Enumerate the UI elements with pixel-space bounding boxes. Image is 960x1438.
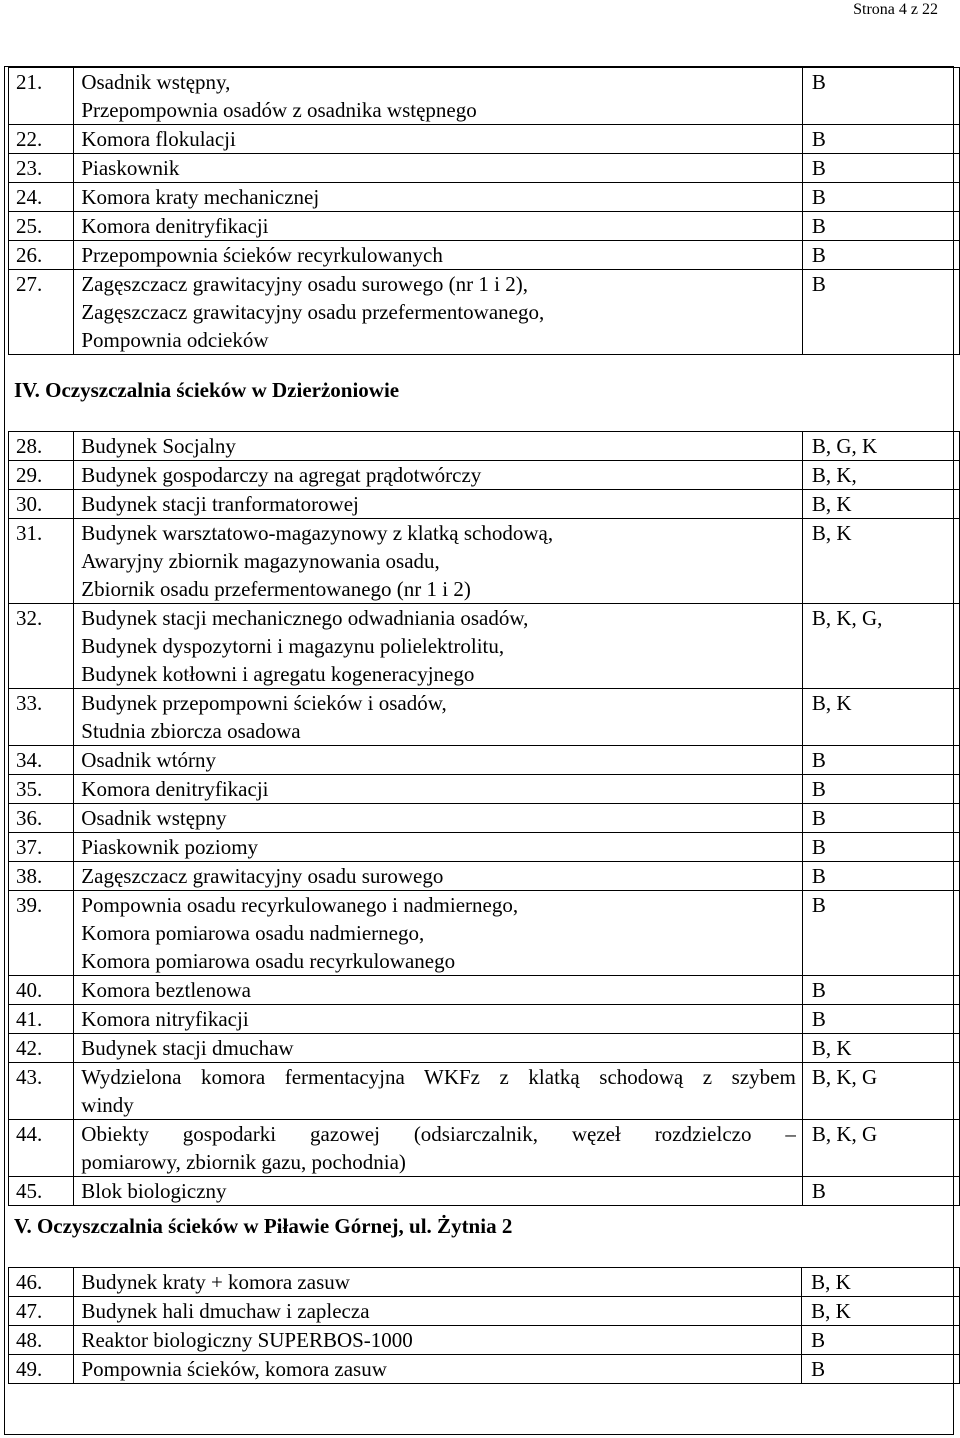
category-code: B xyxy=(802,125,959,154)
description-line: Studnia zbiorcza osadowa xyxy=(81,719,301,743)
row-number: 29. xyxy=(9,461,74,490)
table-row xyxy=(9,1355,960,1384)
table-row xyxy=(9,833,960,862)
category-code: B, K, G xyxy=(802,1120,959,1177)
category-code: B xyxy=(802,270,959,355)
object-description xyxy=(74,432,803,461)
category-code: B, K xyxy=(802,1034,959,1063)
description-line: Osadnik wstępny xyxy=(81,806,227,830)
description-line: Budynek kotłowni i agregatu kogeneracyjnego xyxy=(81,662,475,686)
objects-table-3 xyxy=(8,1267,960,1384)
row-number: 35. xyxy=(9,775,74,804)
category-code: B xyxy=(802,1326,960,1355)
category-code: B xyxy=(802,1355,960,1384)
description-line: Zbiornik osadu przefermentowanego (nr 1 i 2) xyxy=(81,577,471,601)
row-number: 48. xyxy=(9,1326,74,1355)
description-line: Komora denitryfikacji xyxy=(81,214,269,238)
table-row xyxy=(9,804,960,833)
category-code: B, K xyxy=(802,1297,960,1326)
description-line: Piaskownik xyxy=(81,156,180,180)
table-row xyxy=(9,432,960,461)
table-row xyxy=(9,270,960,355)
category-code: B xyxy=(802,1177,959,1206)
description-line: Komora denitryfikacji xyxy=(81,777,269,801)
description-line: Przepompownia osadów z osadnika wstępnego xyxy=(81,98,477,122)
object-description xyxy=(74,1177,803,1206)
table-row xyxy=(9,519,960,604)
description-line: Pompownia odcieków xyxy=(81,328,269,352)
row-number: 45. xyxy=(9,1177,74,1206)
object-description xyxy=(74,461,803,490)
row-number: 49. xyxy=(9,1355,74,1384)
table-row xyxy=(9,212,960,241)
table-row xyxy=(9,1268,960,1297)
table-row xyxy=(9,183,960,212)
category-code: B xyxy=(802,746,959,775)
table-row xyxy=(9,1177,960,1206)
description-line: Budynek stacji mechanicznego odwadniania osadów, xyxy=(81,606,529,630)
table-row xyxy=(9,775,960,804)
description-line: Budynek przepompowni ścieków i osadów, xyxy=(81,691,447,715)
row-number: 41. xyxy=(9,1005,74,1034)
object-description xyxy=(74,519,803,604)
description-line: Budynek hali dmuchaw i zaplecza xyxy=(81,1299,370,1323)
row-number: 33. xyxy=(9,689,74,746)
row-number: 43. xyxy=(9,1063,74,1120)
row-number: 39. xyxy=(9,891,74,976)
object-description xyxy=(74,604,803,689)
category-code: B xyxy=(802,891,959,976)
description-line: Komora pomiarowa osadu nadmiernego, xyxy=(81,921,425,945)
object-description xyxy=(74,804,803,833)
description-line: Komora kraty mechanicznej xyxy=(81,185,320,209)
objects-table-2 xyxy=(8,431,960,1206)
description-line: Budynek gospodarczy na agregat prądotwórczy xyxy=(81,463,482,487)
category-code: B xyxy=(802,976,959,1005)
row-number: 24. xyxy=(9,183,74,212)
object-description xyxy=(74,1297,802,1326)
category-code: B xyxy=(802,775,959,804)
category-code: B xyxy=(802,804,959,833)
description-line: Blok biologiczny xyxy=(81,1179,227,1203)
description-line: Budynek kraty + komora zasuw xyxy=(81,1270,350,1294)
category-code: B xyxy=(802,241,959,270)
description-line: Awaryjny zbiornik magazynowania osadu, xyxy=(81,549,440,573)
object-description xyxy=(74,183,803,212)
category-code: B xyxy=(802,1005,959,1034)
row-number: 36. xyxy=(9,804,74,833)
table-row xyxy=(9,862,960,891)
description-line: Przepompownia ścieków recyrkulowanych xyxy=(81,243,443,267)
row-number: 26. xyxy=(9,241,74,270)
object-description xyxy=(74,689,803,746)
table-row xyxy=(9,490,960,519)
description-line: pomiarowy, zbiornik gazu, pochodnia) xyxy=(81,1150,406,1174)
row-number: 42. xyxy=(9,1034,74,1063)
objects-table-1 xyxy=(8,67,960,355)
category-code: B xyxy=(802,154,959,183)
table-row xyxy=(9,746,960,775)
object-description xyxy=(74,1034,803,1063)
description-line: Budynek stacji tranformatorowej xyxy=(81,492,359,516)
description-line: Wydzielona komora fermentacyjna WKFz z klatką schodową z szybem xyxy=(81,1065,796,1089)
category-code: B, K xyxy=(802,490,959,519)
object-description xyxy=(74,746,803,775)
object-description xyxy=(74,862,803,891)
row-number: 44. xyxy=(9,1120,74,1177)
object-description xyxy=(74,833,803,862)
object-description xyxy=(74,1063,803,1120)
description-line: Zagęszczacz grawitacyjny osadu surowego (nr 1 i 2), xyxy=(81,272,528,296)
description-line: Piaskownik poziomy xyxy=(81,835,259,859)
object-description xyxy=(74,1120,803,1177)
table-row xyxy=(9,154,960,183)
table-row xyxy=(9,976,960,1005)
object-description xyxy=(74,212,803,241)
row-number: 47. xyxy=(9,1297,74,1326)
description-line: windy xyxy=(81,1093,134,1117)
table-row xyxy=(9,1326,960,1355)
row-number: 27. xyxy=(9,270,74,355)
description-line: Osadnik wstępny, xyxy=(81,70,231,94)
page-number: Strona 4 z 22 xyxy=(853,1,938,18)
table-row xyxy=(9,1120,960,1177)
category-code: B xyxy=(802,68,959,125)
table-row xyxy=(9,461,960,490)
table-row xyxy=(9,689,960,746)
category-code: B xyxy=(802,212,959,241)
object-description xyxy=(74,1326,802,1355)
description-line: Budynek Socjalny xyxy=(81,434,236,458)
object-description xyxy=(74,125,803,154)
object-description xyxy=(74,891,803,976)
row-number: 31. xyxy=(9,519,74,604)
table-row xyxy=(9,1063,960,1120)
row-number: 32. xyxy=(9,604,74,689)
object-description xyxy=(74,775,803,804)
section-heading-v: V. Oczyszczalnia ścieków w Piławie Górnej, ul. Żytnia 2 xyxy=(14,1214,513,1238)
row-number: 38. xyxy=(9,862,74,891)
description-line: Pompownia ścieków, komora zasuw xyxy=(81,1357,387,1381)
row-number: 37. xyxy=(9,833,74,862)
table-row xyxy=(9,125,960,154)
object-description xyxy=(74,270,803,355)
table-row xyxy=(9,68,960,125)
table-row xyxy=(9,1034,960,1063)
category-code: B, K, G, xyxy=(802,604,959,689)
object-description xyxy=(74,1005,803,1034)
row-number: 46. xyxy=(9,1268,74,1297)
description-line: Budynek dyspozytorni i magazynu polielektrolitu, xyxy=(81,634,505,658)
table-row xyxy=(9,241,960,270)
description-line: Zagęszczacz grawitacyjny osadu surowego xyxy=(81,864,444,888)
description-line: Pompownia osadu recyrkulowanego i nadmiernego, xyxy=(81,893,519,917)
row-number: 23. xyxy=(9,154,74,183)
description-line: Komora flokulacji xyxy=(81,127,236,151)
table-row xyxy=(9,604,960,689)
row-number: 22. xyxy=(9,125,74,154)
row-number: 28. xyxy=(9,432,74,461)
section-heading-iv: IV. Oczyszczalnia ścieków w Dzierżoniowie xyxy=(14,378,400,402)
category-code: B, K xyxy=(802,689,959,746)
object-description xyxy=(74,1355,802,1384)
object-description xyxy=(74,490,803,519)
row-number: 25. xyxy=(9,212,74,241)
row-number: 30. xyxy=(9,490,74,519)
description-line: Budynek warsztatowo-magazynowy z klatką schodową, xyxy=(81,521,554,545)
category-code: B, K xyxy=(802,1268,960,1297)
table-row xyxy=(9,891,960,976)
description-line: Budynek stacji dmuchaw xyxy=(81,1036,294,1060)
category-code: B, K, xyxy=(802,461,959,490)
object-description xyxy=(74,976,803,1005)
category-code: B xyxy=(802,862,959,891)
object-description xyxy=(74,154,803,183)
category-code: B, G, K xyxy=(802,432,959,461)
description-line: Osadnik wtórny xyxy=(81,748,217,772)
category-code: B, K xyxy=(802,519,959,604)
category-code: B, K, G xyxy=(802,1063,959,1120)
row-number: 40. xyxy=(9,976,74,1005)
object-description xyxy=(74,241,803,270)
row-number: 21. xyxy=(9,68,74,125)
object-description xyxy=(74,68,803,125)
description-line: Komora nitryfikacji xyxy=(81,1007,249,1031)
table-row xyxy=(9,1005,960,1034)
description-line: Komora pomiarowa osadu recyrkulowanego xyxy=(81,949,456,973)
table-row xyxy=(9,1297,960,1326)
description-line: Reaktor biologiczny SUPERBOS-1000 xyxy=(81,1328,413,1352)
category-code: B xyxy=(802,183,959,212)
description-line: Zagęszczacz grawitacyjny osadu przefermentowanego, xyxy=(81,300,545,324)
row-number: 34. xyxy=(9,746,74,775)
object-description xyxy=(74,1268,802,1297)
description-line: Komora beztlenowa xyxy=(81,978,251,1002)
category-code: B xyxy=(802,833,959,862)
description-line: Obiekty gospodarki gazowej (odsiarczalnik, węzeł rozdzielczo – xyxy=(81,1122,796,1146)
